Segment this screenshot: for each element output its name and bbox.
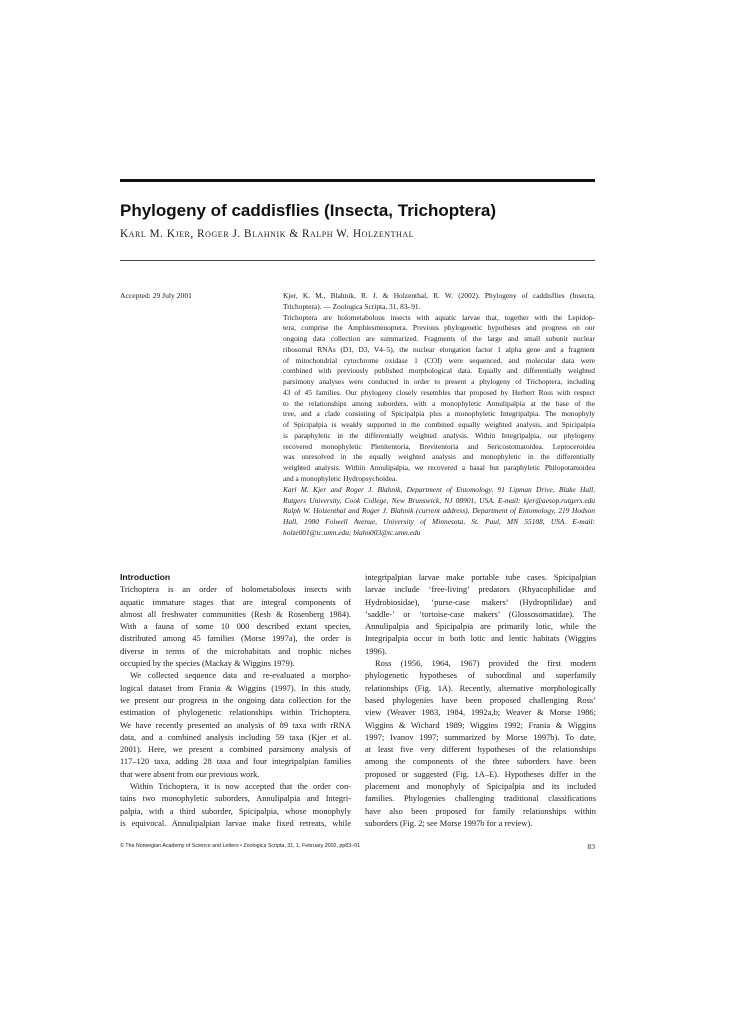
body-line: based phylogenies have been proposed challenging Ross’ — [365, 694, 596, 705]
body-line: view (Weaver 1983, 1984, 1992a,b; Weaver & Morse 1986; — [365, 707, 596, 718]
address-line: Rutgers University, Cook College, New Brunswick, NJ 08901, USA. E-mail: kjer@aesop.rutgers.edu — [283, 495, 595, 505]
body-line: With a fauna of some 10 000 described extant species, — [120, 621, 351, 632]
body-column-left — [120, 571, 351, 829]
abstract-line: of Spicipalpia is weakly supported in the combined equally weighted analysis, and Spicipalpia — [283, 420, 595, 430]
abstract-line: tera, comprise the Amphiesmenoptera. Previous phylogenetic hypotheses and progress on our — [283, 323, 595, 333]
body-line: data, and a combined analysis including 59 taxa (Kjer et al. — [120, 731, 351, 742]
abstract-line: Trichoptera are holometabolous insects with aquatic larvae that, together with the Lepidop- — [283, 312, 595, 322]
body-line: larvae include ‘free-living’ predators (Rhyacophilidae and — [365, 584, 596, 595]
body-line: 1996). — [365, 645, 387, 656]
abstract-line: parsimony analyses were conducted in order to present a phylogeny of Trichoptera, including — [283, 377, 595, 387]
body-line: that were absent from our previous work. — [120, 768, 260, 779]
body-line: is equivocal. Annulipalpian larvae make fixed retreats, while — [120, 817, 351, 828]
body-line: tains two monophyletic suborders, Annulipalpia and Integri- — [120, 793, 351, 804]
body-line: suborders (Fig. 2; see Morse 1997b for a review). — [365, 817, 533, 828]
address-line: holze001@tc.umn.edu; blahn003@tc.umn.edu — [283, 527, 421, 537]
body-line: Integripalpia occur in both lotic and lentic habitats (Wiggins — [365, 633, 596, 644]
page-footer: © The Norwegian Academy of Science and Letters • Zoologica Scripta, 31, 1, February 2002, pp83–91 — [120, 843, 361, 849]
body-line: diverse in terms of the microhabitats and trophic niches — [120, 645, 351, 656]
body-line: palpia, with a third suborder, Spicipalpia, whose monophyly — [120, 805, 351, 816]
top-rule — [120, 179, 595, 182]
abstract-line: weighted analysis. Within Annulipalpia, we recovered a basal but paraphyletic Philopotamoidea — [283, 463, 595, 473]
body-line: 1997; Ivanov 1997; summarized by Morse 1997b). To date, — [365, 731, 596, 742]
abstract — [283, 291, 595, 539]
page-number: 83 — [587, 842, 595, 851]
body-line: families. Phylogenies challenging traditional classifications — [365, 793, 596, 804]
abstract-line: Kjer, K. M., Blahnik, R. J. & Holzenthal, R. W. (2002). Phylogeny of caddisflies (Insecta, — [283, 291, 595, 300]
body-line: proposed or suggested (Fig. 1A–E). Hypotheses differ in the — [365, 768, 596, 779]
abstract-line: Trichoptera). — Zoologica Scripta, 31, 83–91. — [283, 301, 421, 311]
body-line: Wiggins & Wichard 1989; Wiggins 1992; Frania & Wiggins — [365, 719, 596, 730]
address-line: Hall, 1980 Folwell Avenue, University of Minnesota, St. Paul, MN 55108, USA. E-mail: — [283, 517, 595, 527]
body-line: ‘saddle-’ or ‘tortoise-case makers’ (Glossosomatidae). The — [365, 608, 596, 619]
abstract-line: is paraphyletic in the differentially weighted analysis. Within Integripalpia, our phylogeny — [283, 430, 595, 440]
abstract-line: to the relationships among suborders, with a monophyletic Annulipalpia at the base of the — [283, 398, 595, 408]
abstract-line: and a monophyletic Hydropsychoidea. — [283, 474, 398, 484]
address-line: Karl M. Kjer and Roger J. Blahnik, Department of Entomology, 91 Lipman Drive, Blake Hall, — [283, 484, 595, 494]
body-line: we present our progress in the ongoing data collection for the — [120, 694, 351, 705]
left-column-text — [120, 583, 351, 829]
article-title: Phylogeny of caddisflies (Insecta, Trichoptera) — [120, 201, 496, 220]
abstract-line: combined with previously published morphological data. Equally and differentially weighted — [283, 366, 595, 376]
body-line: 2001). Here, we present a combined parsimony analysis of — [120, 744, 351, 755]
abstract-line: ongoing data collection are summarized. Fragments of the large and small subunit nuclear — [283, 334, 595, 344]
body-line: at least five very different hypotheses of the relationships — [365, 744, 596, 755]
author-addresses — [283, 485, 595, 539]
body-line: estimation of phylogenetic relationships within Trichoptera. — [120, 707, 351, 718]
right-column-text — [365, 571, 596, 829]
body-line: occupied by the species (Mackay & Wiggins 1979). — [120, 658, 295, 669]
abstract-line: recovered monophyletic Plenitentoria, Brevitentoria and Sericostomatoidea. Leptoceroidea — [283, 441, 595, 451]
body-line: placement and monophyly of Spicipalpia and its included — [365, 781, 596, 792]
abstract-line: tree, and a clade consisting of Spicipalpia plus a monophyletic Integripalpia. The monophyly — [283, 409, 595, 419]
author-list: Karl M. Kjer, Roger J. Blahnik & Ralph W. Holzenthal — [120, 228, 415, 240]
abstract-line: 43 of 45 families. Our phylogeny closely resembles that proposed by Herbert Ross with respect — [283, 387, 595, 397]
section-heading-introduction: Introduction — [120, 572, 171, 582]
body-line: among the components of the three suborders have been — [365, 756, 596, 767]
abstract-line: was unresolved in the equally weighted analysis and monophyletic in the differentially — [283, 452, 595, 462]
abstract-line: ribosomal RNAs (D1, D3, V4–5), the nuclear elongation factor 1 alpha gene and a fragment — [283, 344, 595, 354]
header-rule — [120, 260, 595, 261]
abstract-line: of mitochondrial cytochrome oxidase 1 (COI) were sequenced, and molecular data were — [283, 355, 595, 365]
body-line: logical dataset from Frania & Wiggins (1997). In this study, — [120, 682, 351, 693]
body-line: aquatic immature stages that are integral components of — [120, 596, 351, 607]
body-line: 117–120 taxa, adding 28 taxa and four integripalpian families — [120, 756, 351, 767]
body-line: Trichoptera is an order of holometabolous insects with — [120, 584, 351, 595]
body-line: phylogenetic hypotheses of subordinal and superfamily — [365, 670, 596, 681]
body-line: We collected sequence data and re-evaluated a morpho- — [130, 670, 351, 681]
body-column-right — [365, 571, 596, 829]
body-line: Annulipalpia and Spicipalpia are primarily lotic, while the — [365, 621, 596, 632]
body-line: almost all freshwater communities (Resh & Rosenberg 1984). — [120, 608, 351, 619]
body-line: Ross (1956, 1964, 1967) provided the first modern — [375, 658, 596, 669]
abstract-text — [283, 291, 595, 485]
address-line: Ralph W. Holzenthal and Roger J. Blahnik (current address), Department of Entomology, 219 Hodson — [283, 506, 595, 516]
body-line: relationships (Fig. 1A). Recently, alternative morphologically — [365, 682, 596, 693]
body-line: Within Trichoptera, it is now accepted that the order con- — [130, 781, 351, 792]
body-line: Hydrobiosidae), ‘purse-case makers’ (Hydroptilidae) and — [365, 596, 596, 607]
body-line: We have recently presented an analysis of 89 taxa with rRNA — [120, 719, 351, 730]
body-line: integripalpian larvae make portable tube cases. Spicipalpian — [365, 572, 596, 582]
body-line: distributed among 45 families (Morse 1997a), the order is — [120, 633, 351, 644]
body-line: have also been proposed for family relationships within — [365, 805, 596, 816]
accepted-date: Accepted: 29 July 2001 — [120, 291, 192, 300]
